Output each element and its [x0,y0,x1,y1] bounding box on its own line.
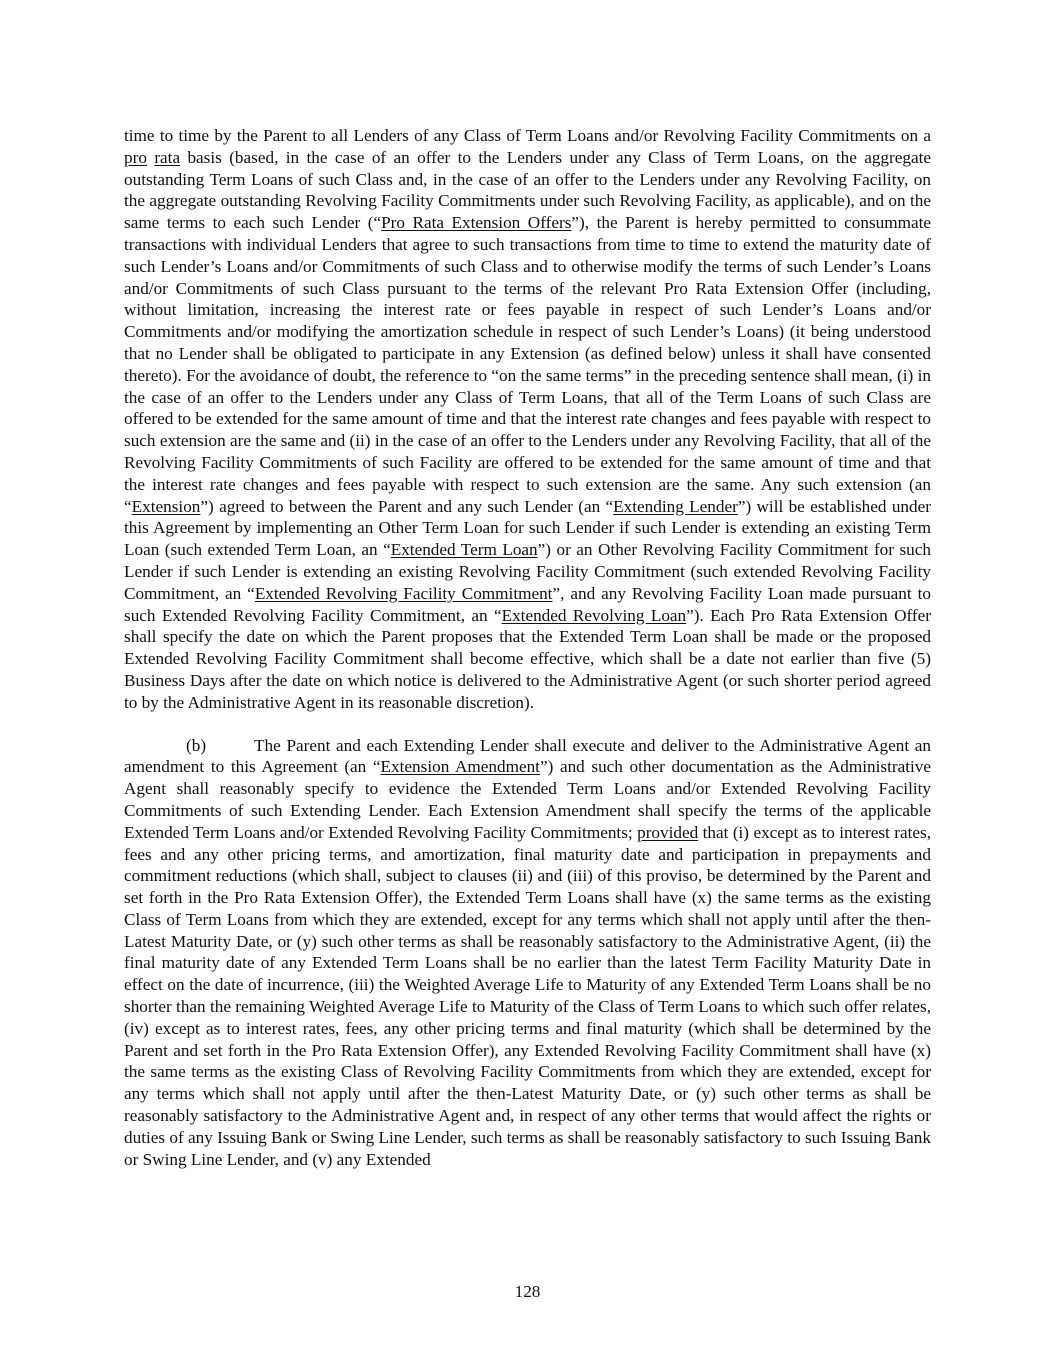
text-run: The Parent and each Extending Lender shall execute and deliver to the Administrative Agent an amendment to this Agreement (an “ [124,735,931,777]
defined-term-pro: pro [124,147,147,167]
text-run: ”) and such other documentation as the Administrative Agent shall reasonably specify to evidence the Extended Term Loans and/or Extended Revolving Facility Commitments of such Extending Lender. Each Extension Amendment shall specify the terms of the applicable Extended Term Loans and/or Extended Revolving Facility Commitments; [124,757,932,842]
text-run: time to time by the Parent to all Lenders of any Class of Term Loans and/or Revolving Facility Commitments on a [124,126,931,145]
text-run: that (i) except as to interest rates, fees and any other pricing terms, and amortization, final maturity date and participation in prepayments and commitment reductions (which shall, subject to clauses (ii) and (iii) of this proviso, be determined by the Parent and set forth in the Pro Rata Extension Offer), the Extended Term Loans shall have (x) the same terms as the existing Class of Term Loans from which they are extended, except for any terms which shall not apply until after the then-Latest Maturity Date, or (y) such other terms as shall be reasonably satisfactory to the Administrative Agent, (ii) the final maturity date of any Extended Term Loans shall be no earlier than the latest Term Facility Maturity Date in effect on the date of incurrence, (iii) the Weighted Average Life to Maturity of any Extended Term Loans shall be no shorter than the remaining Weighted Average Life to Maturity of the Class of Term Loans to which such offer relates, (iv) except as to interest rates, fees, any other pricing terms and final maturity (which shall be determined by the Parent and set forth in the Pro Rata Extension Offer), any Extended Revolving Facility Commitment shall have (x) the same terms as the existing Class of Revolving Facility Commitments from which they are extended, except for any terms which shall not apply until after the then-Latest Maturity Date, or (y) such other terms as shall be reasonably satisfactory to the Administrative Agent and, in respect of any other terms that would affect the rights or duties of any Issuing Bank or Swing Line Lender, such terms as shall be reasonably satisfactory to such Issuing Bank or Swing Line Lender, and (v) any Extended [124,822,931,1169]
defined-term-extended-term-loan: Extended Term Loan [390,540,538,560]
text-run: ”) will be established under this Agreement by implementing an Other Term Loan for such Lender if such Lender is extending an existing Term Loan (such extended Term Loan, an “ [124,496,931,560]
clause-label-b: (b) [186,735,207,755]
text-run: ”, and any Revolving Facility Loan made pursuant to such Extended Revolving Facility Commitment, an “ [124,583,931,625]
defined-term-extended-revolving-loan: Extended Revolving Loan [501,605,687,625]
text-run: ”), the Parent is hereby permitted to consummate transactions with individual Lenders that agree to such transactions from time to time to extend the maturity date of such Lender’s Loans and/or Commitments of such Class and to otherwise modify the terms of such Lender’s Loans and/or Commitments of such Class pursuant to the terms of the relevant Pro Rata Extension Offer (including, without limitation, increasing the interest rate or fees payable in respect of such Lender’s Loans and/or Commitments and/or modifying the amortization schedule in respect of such Lender’s Loans) (it being understood that no Lender shall be obligated to participate in any Extension (as defined below) unless it shall have consented thereto). For the avoidance of doubt, the reference to “on the same terms” in the preceding sentence shall mean, (i) in the case of an offer to the Lenders under any Class of Term Loans, that all of the Term Loans of such Class are offered to be extended for the same amount of time and that the interest rate changes and fees payable with respect to such extension are the same and (ii) in the case of an offer to the Lenders under any Revolving Facility, that all of the Revolving Facility Commitments of such Facility are offered to be extended for the same amount of time and that the interest rate changes and fees payable with respect to such extension are the same. Any such extension (an “ [124,213,931,516]
defined-term-extending-lender: Extending Lender [613,496,738,516]
text-run: basis (based, in the case of an offer to the Lenders under any Class of Term Loans, on the aggregate outstanding Term Loans of such Class and, in the case of an offer to the Lenders under any Revolving Facility, on the aggregate outstanding Revolving Facility Commitments under such Revolving Facility, as applicable), and on the same terms to each such Lender (“ [124,147,931,233]
defined-term-extension: Extension [131,496,201,516]
paragraph-a-continuation [124,125,931,714]
defined-term-extended-revolving-facility-commitment: Extended Revolving Facility Commitment [254,583,553,603]
document-page [124,125,931,1170]
defined-term-pro-rata-extension-offers: Pro Rata Extension Offers [381,213,572,233]
page-number: 128 [514,1282,541,1301]
defined-term-extension-amendment: Extension Amendment [380,757,540,777]
text-run: ”) or an Other Revolving Facility Commitment for such Lender if such Lender is extending an existing Revolving Facility Commitment (such extended Revolving Facility Commitment, an “ [124,540,931,603]
term-provided: provided [637,822,699,842]
text-run: ”) agreed to between the Parent and any such Lender (an “ [200,496,614,516]
text-run: ”). Each Pro Rata Extension Offer shall specify the date on which the Parent proposes that the Extended Term Loan shall be made or the proposed Extended Revolving Facility Commitment shall become effective, which shall be a date not earlier than five (5) Business Days after the date on which notice is delivered to the Administrative Agent (or such shorter period agreed to by the Administrative Agent in its reasonable discretion). [124,605,931,712]
defined-term-rata: rata [154,147,181,167]
paragraph-b [124,735,931,1171]
